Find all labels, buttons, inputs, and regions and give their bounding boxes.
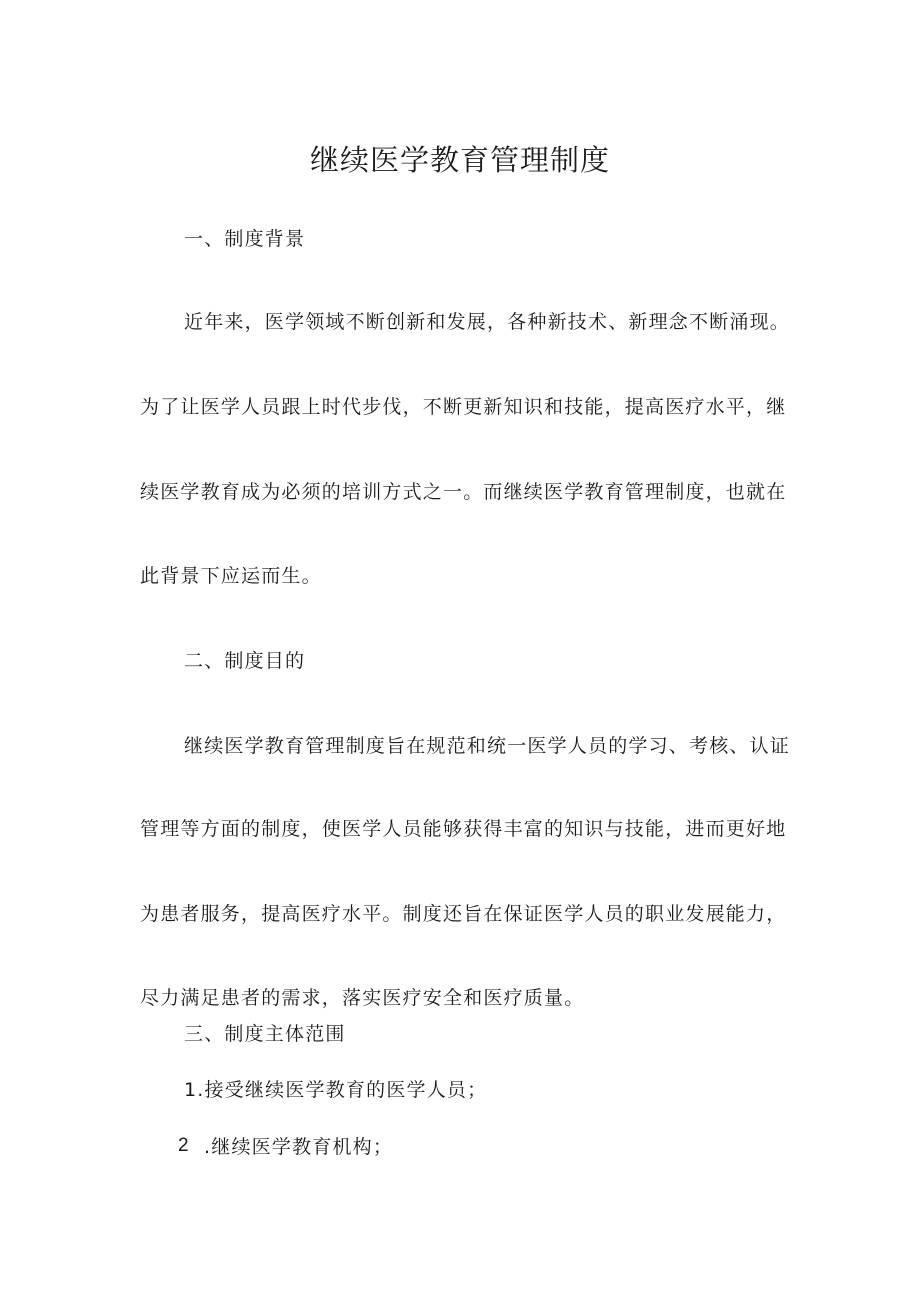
section-heading-scope: 三、制度主体范围 — [184, 1023, 346, 1045]
paragraph-line: 继续医学教育管理制度旨在规范和统一医学人员的学习、考核、认证 — [184, 735, 791, 757]
section-heading-purpose: 二、制度目的 — [184, 650, 306, 672]
list-item-number: 2 — [178, 1135, 189, 1156]
paragraph-line: 此背景下应运而生。 — [140, 565, 322, 587]
paragraph-line: 管理等方面的制度，使医学人员能够获得丰富的知识与技能，进而更好地 — [140, 818, 787, 840]
paragraph-line: 近年来，医学领域不断创新和发展，各种新技术、新理念不断涌现。 — [184, 311, 791, 333]
paragraph-line: 为患者服务，提高医疗水平。制度还旨在保证医学人员的职业发展能力， — [140, 903, 787, 925]
list-item-text: .继续医学教育机构； — [204, 1136, 394, 1158]
document-title: 继续医学教育管理制度 — [309, 143, 610, 177]
paragraph-line: 为了让医学人员跟上时代步伐，不断更新知识和技能，提高医疗水平，继 — [140, 396, 787, 418]
list-item: 1.接受继续医学教育的医学人员； — [184, 1079, 488, 1101]
paragraph-line: 尽力满足患者的需求，落实医疗安全和医疗质量。 — [140, 987, 585, 1009]
paragraph-line: 续医学教育成为必须的培训方式之一。而继续医学教育管理制度，也就在 — [140, 481, 787, 503]
section-heading-background: 一、制度背景 — [184, 228, 306, 250]
